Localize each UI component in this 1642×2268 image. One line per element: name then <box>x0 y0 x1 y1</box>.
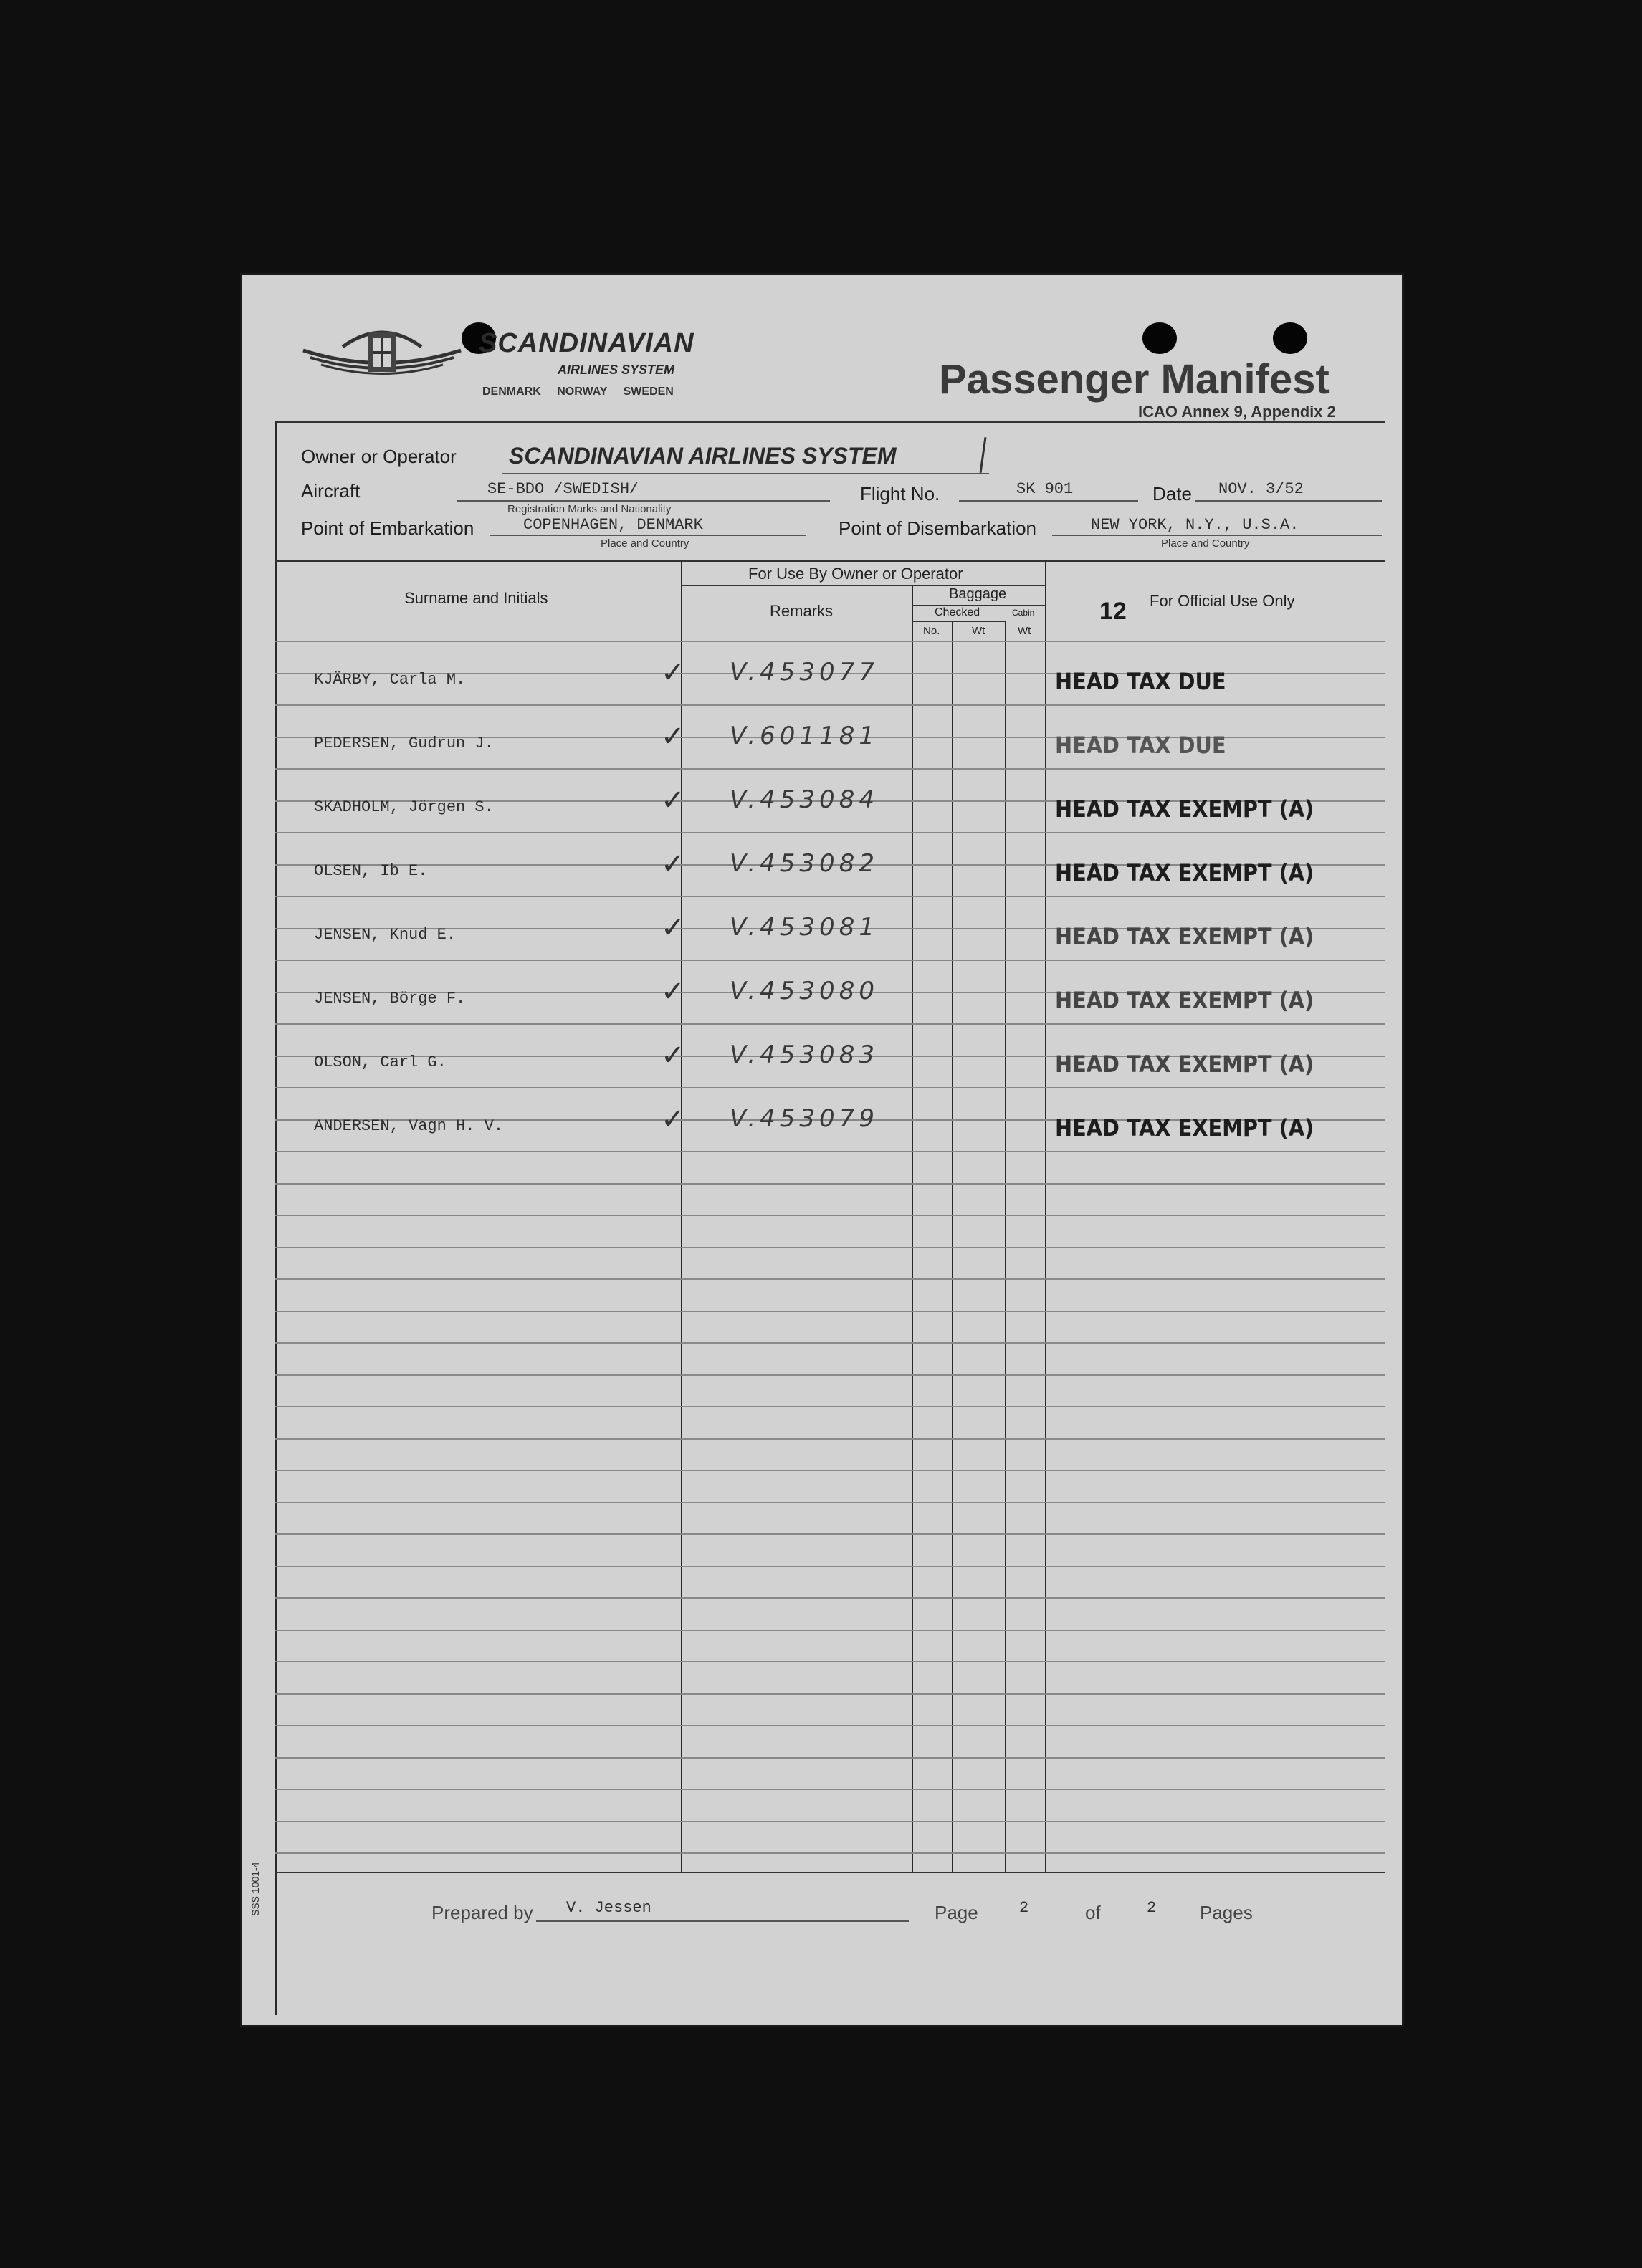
page-label: Page <box>935 1902 978 1923</box>
aircraft-value: SE-BDO /SWEDISH/ <box>487 480 639 498</box>
page-value: 2 <box>1019 1899 1029 1917</box>
embark-underline <box>490 535 806 536</box>
disembark-underline <box>1052 535 1382 536</box>
head-tax-stamp: HEAD TAX EXEMPT (A) <box>1055 1051 1314 1078</box>
prepared-label: Prepared by <box>431 1902 533 1923</box>
ruled-line <box>275 1693 1385 1695</box>
head-tax-stamp: HEAD TAX EXEMPT (A) <box>1055 923 1314 950</box>
of-label: of <box>1085 1902 1101 1923</box>
checked-rule <box>912 621 1005 622</box>
disembark-caption: Place and Country <box>1161 537 1250 550</box>
table-row <box>242 777 1402 841</box>
page-title: Passenger Manifest <box>939 356 1330 403</box>
prepared-underline <box>536 1920 909 1922</box>
logo-subtitle: AIRLINES SYSTEM <box>558 363 675 377</box>
ruled-line <box>275 1630 1385 1631</box>
table-row <box>242 649 1402 713</box>
remark-visa-number: V.453082 <box>730 849 879 878</box>
ruled-line <box>275 1215 1385 1216</box>
remark-visa-number: V.601181 <box>730 722 879 750</box>
table-row <box>242 713 1402 777</box>
ruled-line <box>275 1278 1385 1280</box>
disembark-value: NEW YORK, N.Y., U.S.A. <box>1091 516 1299 534</box>
passenger-name: ANDERSEN, Vagn H. V. <box>314 1117 504 1135</box>
checkmark-icon: ✓ <box>661 848 685 881</box>
remark-visa-number: V.453084 <box>730 785 879 814</box>
of-value: 2 <box>1147 1899 1157 1917</box>
col-header-no: No. <box>923 625 940 637</box>
form-code: SSS 1001-4 <box>249 1862 261 1916</box>
ruled-line <box>275 1821 1385 1822</box>
table-top-rule <box>275 560 1385 562</box>
airline-logo <box>300 318 701 411</box>
col-header-wt: Wt <box>972 625 985 637</box>
ruled-line <box>275 1183 1385 1185</box>
official-count: 12 <box>1099 598 1127 625</box>
date-label: Date <box>1152 483 1192 504</box>
head-tax-stamp: HEAD TAX EXEMPT (A) <box>1055 859 1314 886</box>
ruled-line <box>275 1725 1385 1726</box>
ruled-line <box>275 1438 1385 1440</box>
ruled-line <box>275 1597 1385 1599</box>
pages-label: Pages <box>1200 1902 1253 1923</box>
remark-visa-number: V.453080 <box>730 977 879 1005</box>
remark-visa-number: V.453079 <box>730 1104 879 1133</box>
col-header-cabin: Cabin <box>1012 608 1035 618</box>
logo-brand: SCANDINAVIAN <box>479 328 694 358</box>
remark-visa-number: V.453083 <box>730 1040 879 1069</box>
col-header-owner-use: For Use By Owner or Operator <box>748 565 963 583</box>
ruled-line <box>275 1470 1385 1471</box>
ruled-line <box>275 1247 1385 1248</box>
table-row <box>242 1096 1402 1159</box>
viking-ship-emblem-icon <box>300 318 464 397</box>
ruled-line <box>275 1342 1385 1344</box>
head-tax-stamp: HEAD TAX DUE <box>1055 732 1226 759</box>
table-row <box>242 904 1402 968</box>
table-row <box>242 968 1402 1032</box>
checkmark-icon: ✓ <box>661 720 685 753</box>
col-header-remarks: Remarks <box>770 602 834 620</box>
aircraft-underline <box>457 500 830 502</box>
passenger-name: PEDERSEN, Gudrun J. <box>314 735 494 752</box>
page-subtitle: ICAO Annex 9, Appendix 2 <box>1138 403 1336 421</box>
ruled-line <box>275 1757 1385 1759</box>
checkmark-icon: ✓ <box>661 656 685 689</box>
checkmark-icon: ✓ <box>661 1039 685 1072</box>
embark-caption: Place and Country <box>601 537 689 550</box>
col-header-baggage: Baggage <box>949 586 1007 602</box>
ruled-line <box>275 1661 1385 1662</box>
ruled-line <box>275 641 1385 642</box>
col-header-checked: Checked <box>935 606 980 618</box>
owner-underline <box>502 473 989 474</box>
disembark-label: Point of Disembarkation <box>839 517 1037 539</box>
head-tax-stamp: HEAD TAX DUE <box>1055 668 1226 695</box>
passenger-name: OLSON, Carl G. <box>314 1053 447 1071</box>
checkmark-icon: ✓ <box>661 1103 685 1136</box>
passenger-name: OLSEN, Ib E. <box>314 862 428 880</box>
ruled-line <box>275 1852 1385 1854</box>
flight-value: SK 901 <box>1016 480 1074 498</box>
header-rule <box>275 421 1385 423</box>
aircraft-label: Aircraft <box>301 480 361 502</box>
remark-visa-number: V.453081 <box>730 913 879 942</box>
passenger-name: SKADHOLM, Jörgen S. <box>314 798 494 816</box>
table-row <box>242 1032 1402 1096</box>
head-tax-stamp: HEAD TAX EXEMPT (A) <box>1055 987 1314 1014</box>
checkmark-icon: ✓ <box>661 911 685 944</box>
col-header-name: Surname and Initials <box>404 589 548 607</box>
punch-hole <box>1142 322 1177 354</box>
date-underline <box>1195 500 1382 502</box>
passenger-name: KJÄRBY, Carla M. <box>314 671 466 689</box>
table-bottom-rule <box>275 1872 1385 1873</box>
ruled-line <box>275 1789 1385 1790</box>
ruled-line <box>275 1533 1385 1535</box>
aircraft-caption: Registration Marks and Nationality <box>507 503 672 515</box>
prepared-value: V. Jessen <box>566 1899 651 1917</box>
ruled-line <box>275 1406 1385 1407</box>
logo-countries: DENMARK NORWAY SWEDEN <box>482 386 674 398</box>
table-row <box>242 841 1402 904</box>
punch-hole <box>1273 322 1307 354</box>
flight-label: Flight No. <box>860 483 940 504</box>
ruled-line <box>275 1502 1385 1503</box>
manifest-sheet <box>242 275 1402 2025</box>
head-tax-stamp: HEAD TAX EXEMPT (A) <box>1055 1114 1314 1142</box>
passenger-name: JENSEN, Knud E. <box>314 926 457 944</box>
ruled-line <box>275 1566 1385 1567</box>
owner-slash <box>980 437 987 473</box>
col-header-cabin-wt: Wt <box>1018 625 1031 637</box>
checkmark-icon: ✓ <box>661 784 685 817</box>
ruled-line <box>275 1311 1385 1312</box>
col-header-official: For Official Use Only <box>1150 592 1295 610</box>
remark-visa-number: V.453077 <box>730 658 879 686</box>
ruled-line <box>275 1374 1385 1376</box>
embark-label: Point of Embarkation <box>301 517 474 539</box>
owner-label: Owner or Operator <box>301 446 457 467</box>
owner-value: SCANDINAVIAN AIRLINES SYSTEM <box>509 443 897 469</box>
head-tax-stamp: HEAD TAX EXEMPT (A) <box>1055 795 1314 823</box>
date-value: NOV. 3/52 <box>1218 480 1304 498</box>
flight-underline <box>959 500 1138 502</box>
embark-value: COPENHAGEN, DENMARK <box>523 516 703 534</box>
checkmark-icon: ✓ <box>661 975 685 1008</box>
passenger-name: JENSEN, Börge F. <box>314 990 466 1008</box>
